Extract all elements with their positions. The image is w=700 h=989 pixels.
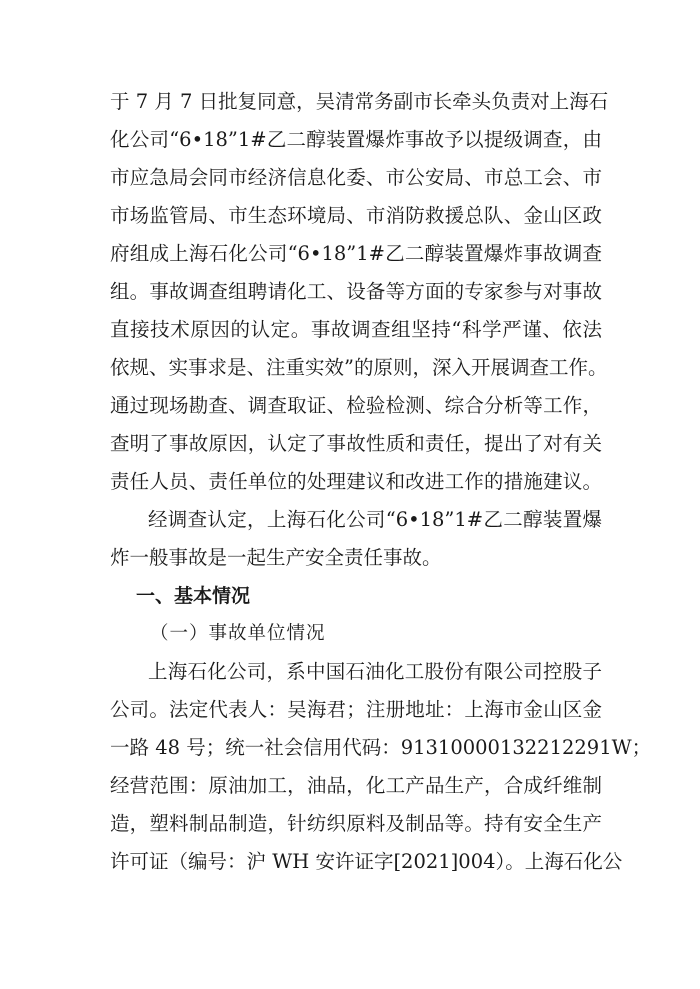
paragraph-1-line-7: 直接技术原因的认定。事故调查组坚持“科学严谨、依法 xyxy=(110,318,602,341)
paragraph-1-line-6: 组。事故调查组聘请化工、设备等方面的专家参与对事故 xyxy=(110,280,602,303)
paragraph-3-line-3: 一路 48 号；统一社会信用代码：91310000132212291W； xyxy=(110,736,652,759)
paragraph-1-line-5: 府组成上海石化公司“6•18”1#乙二醇装置爆炸事故调查 xyxy=(110,242,602,265)
subsection-heading: （一）事故单位情况 xyxy=(150,623,326,644)
section-heading: 一、基本情况 xyxy=(136,585,251,607)
paragraph-1-line-3: 市应急局会同市经济信息化委、市公安局、市总工会、市 xyxy=(110,166,602,189)
paragraph-1-line-2: 化公司“6•18”1#乙二醇装置爆炸事故予以提级调查，由 xyxy=(110,128,602,151)
paragraph-1-line-10: 查明了事故原因，认定了事故性质和责任，提出了对有关 xyxy=(110,432,602,455)
paragraph-3-line-1: 上海石化公司，系中国石油化工股份有限公司控股子 xyxy=(148,660,602,683)
paragraph-1-line-8: 依规、实事求是、注重实效”的原则，深入开展调查工作。 xyxy=(110,356,608,379)
paragraph-1-line-11: 责任人员、责任单位的处理建议和改进工作的措施建议。 xyxy=(110,470,602,493)
paragraph-1-line-1: 于 7 月 7 日批复同意，吴清常务副市长牵头负责对上海石 xyxy=(110,90,609,113)
paragraph-3-line-4: 经营范围：原油加工，油品，化工产品生产，合成纤维制 xyxy=(110,774,602,797)
paragraph-3-line-6: 许可证（编号：沪 WH 安许证字[2021]004）。上海石化公 xyxy=(110,850,623,873)
paragraph-2-line-1: 经调查认定，上海石化公司“6•18”1#乙二醇装置爆 xyxy=(148,508,602,531)
paragraph-3-line-5: 造，塑料制品制造，针纺织原料及制品等。持有安全生产 xyxy=(110,812,602,835)
paragraph-3-line-2: 公司。法定代表人：吴海君；注册地址：上海市金山区金 xyxy=(110,698,602,721)
paragraph-1-line-4: 市场监管局、市生态环境局、市消防救援总队、金山区政 xyxy=(110,204,602,227)
paragraph-2-line-2: 炸一般事故是一起生产安全责任事故。 xyxy=(110,546,442,569)
paragraph-1-line-9: 通过现场勘查、调查取证、检验检测、综合分析等工作， xyxy=(110,394,602,417)
